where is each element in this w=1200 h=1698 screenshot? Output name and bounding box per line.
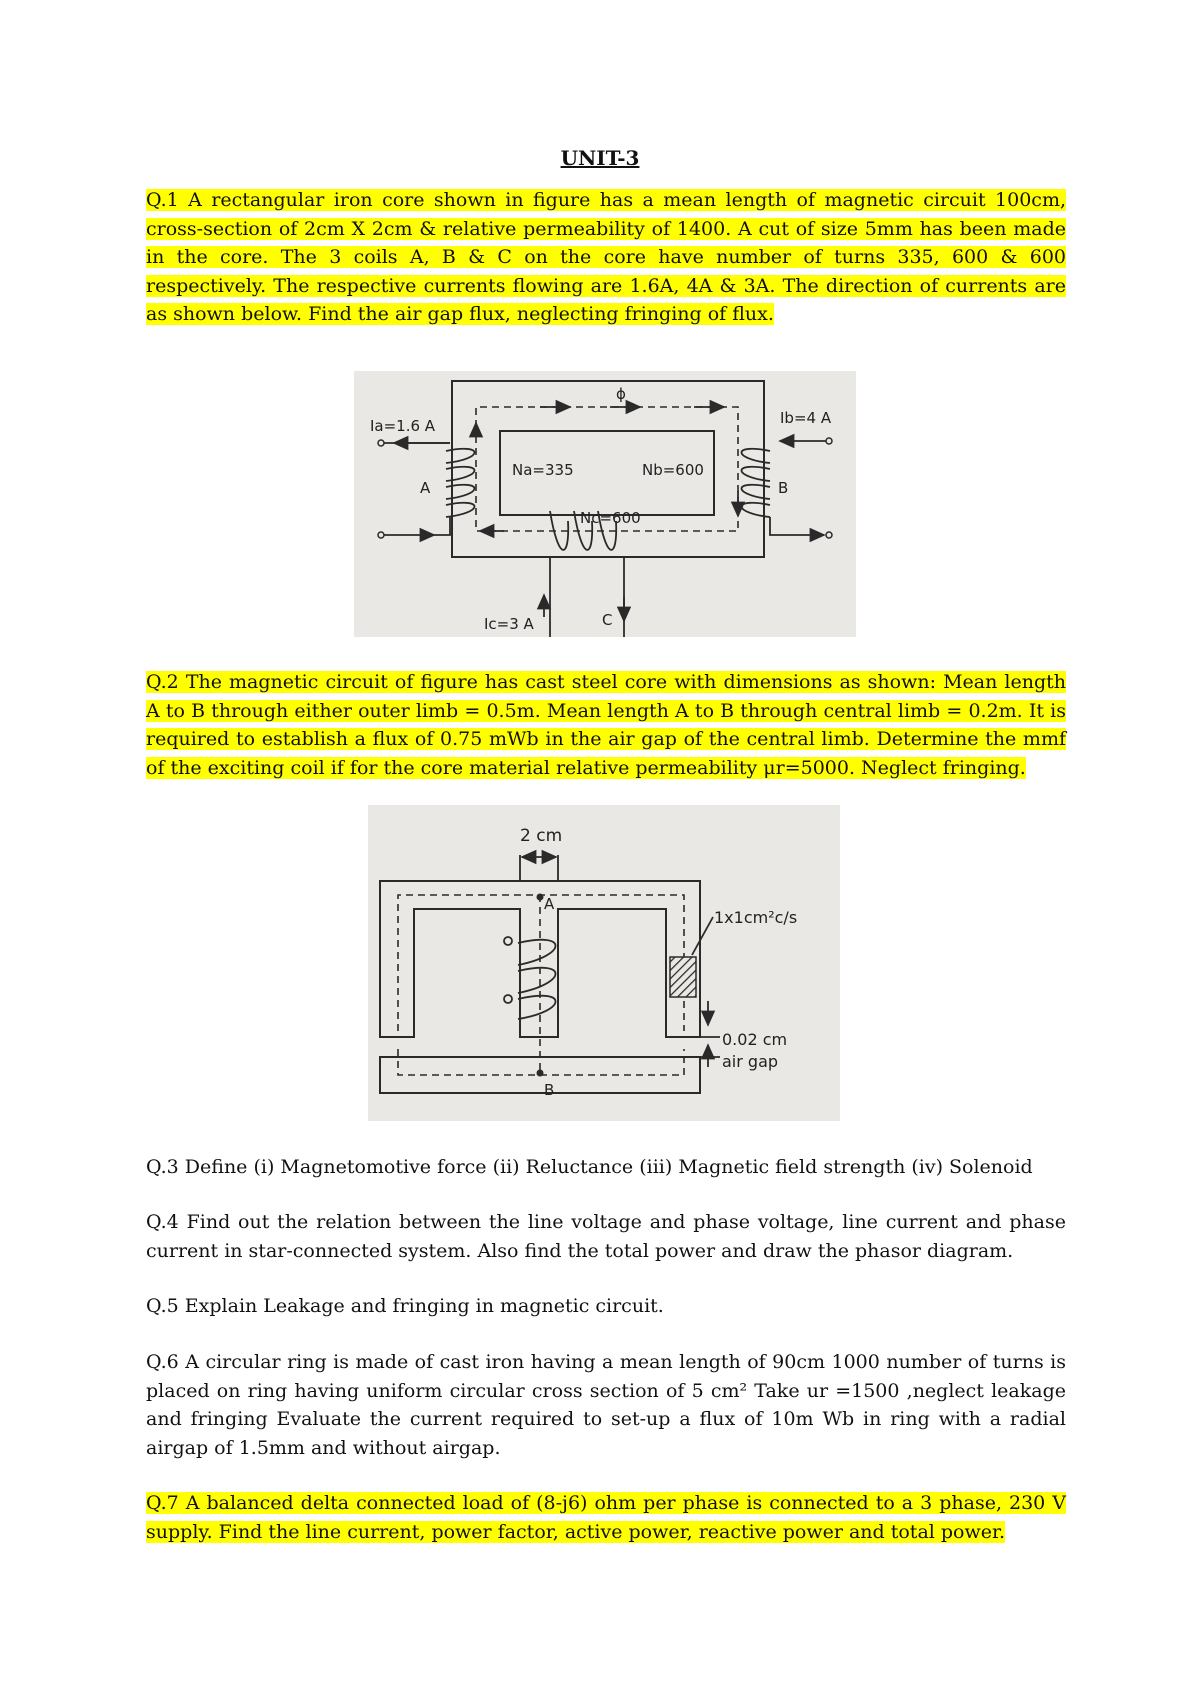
question-2 [146,668,1066,782]
label-air-gap: air gap [722,1052,779,1071]
question-4 [146,1208,1066,1265]
question-7-text: Q.7 A balanced delta connected load of (8-j6) ohm per phase is connected to a 3 phase, 230 V supply. Find the line current, power factor, active power, reactive power and total power. [146,1492,1066,1543]
question-3 [146,1153,1066,1182]
label-ib: Ib=4 A [780,409,832,427]
label-gap-size: 0.02 cm [722,1030,788,1049]
label-coil-b: B [778,479,789,497]
label-phi: ϕ [616,385,626,403]
label-nc: Nc=600 [580,509,641,527]
question-3-text: Q.3 Define (i) Magnetomotive force (ii) Reluctance (iii) Magnetic field strength (iv) Solenoid [146,1156,1033,1178]
label-ic: Ic=3 A [484,615,534,633]
label-coil-a: A [420,479,431,497]
question-1 [146,186,1066,329]
label-point-b: B [544,1081,555,1099]
label-coil-c: C [602,611,613,629]
question-6-text: Q.6 A circular ring is made of cast iron having a mean length of 90cm 1000 number of turns is placed on ring having uniform circular cross section of 5 cm² Take ur =1500 ,neglect leakage and fringing Evaluate the current required to set-up a flux of 10m Wb in ring with a radial airgap of 1.5mm and without airgap. [146,1351,1066,1459]
figure-1-iron-core [354,371,856,637]
question-5-text: Q.5 Explain Leakage and fringing in magnetic circuit. [146,1295,664,1317]
question-4-text: Q.4 Find out the relation between the line voltage and phase voltage, line current and phase current in star-connected system. Also find the total power and draw the phasor diagram. [146,1211,1066,1262]
question-6 [146,1348,1066,1462]
label-point-a: A [544,895,555,913]
label-nb: Nb=600 [642,461,704,479]
label-ia: Ia=1.6 A [370,417,436,435]
question-7 [146,1489,1066,1546]
figure-2-cast-steel-core [368,805,840,1121]
question-2-text: Q.2 The magnetic circuit of figure has cast steel core with dimensions as shown: Mean length A to B through either outer limb = 0.5m. Mean length A to B through central limb = 0.2m. It is required to establish a flux of 0.75 mWb in the air gap of the central limb. Determine the mmf of the exciting coil if for the core material relative permeability μr=5000. Neglect fringing. [146,671,1066,779]
label-na: Na=335 [512,461,574,479]
question-5 [146,1292,1066,1321]
question-1-text: Q.1 A rectangular iron core shown in figure has a mean length of magnetic circuit 100cm, cross-section of 2cm X 2cm & relative permeability of 1400. A cut of size 5mm has been made in the core. The 3 coils A, B & C on the core have number of turns 335, 600 & 600 respectively. The respective currents flowing are 1.6A, 4A & 3A. The direction of currents are as shown below. Find the air gap flux, neglecting fringing of flux. [146,189,1066,325]
label-cross-section: 1x1cm²c/s [714,908,798,927]
label-width: 2 cm [520,826,563,846]
page-title: UNIT-3 [560,146,640,170]
